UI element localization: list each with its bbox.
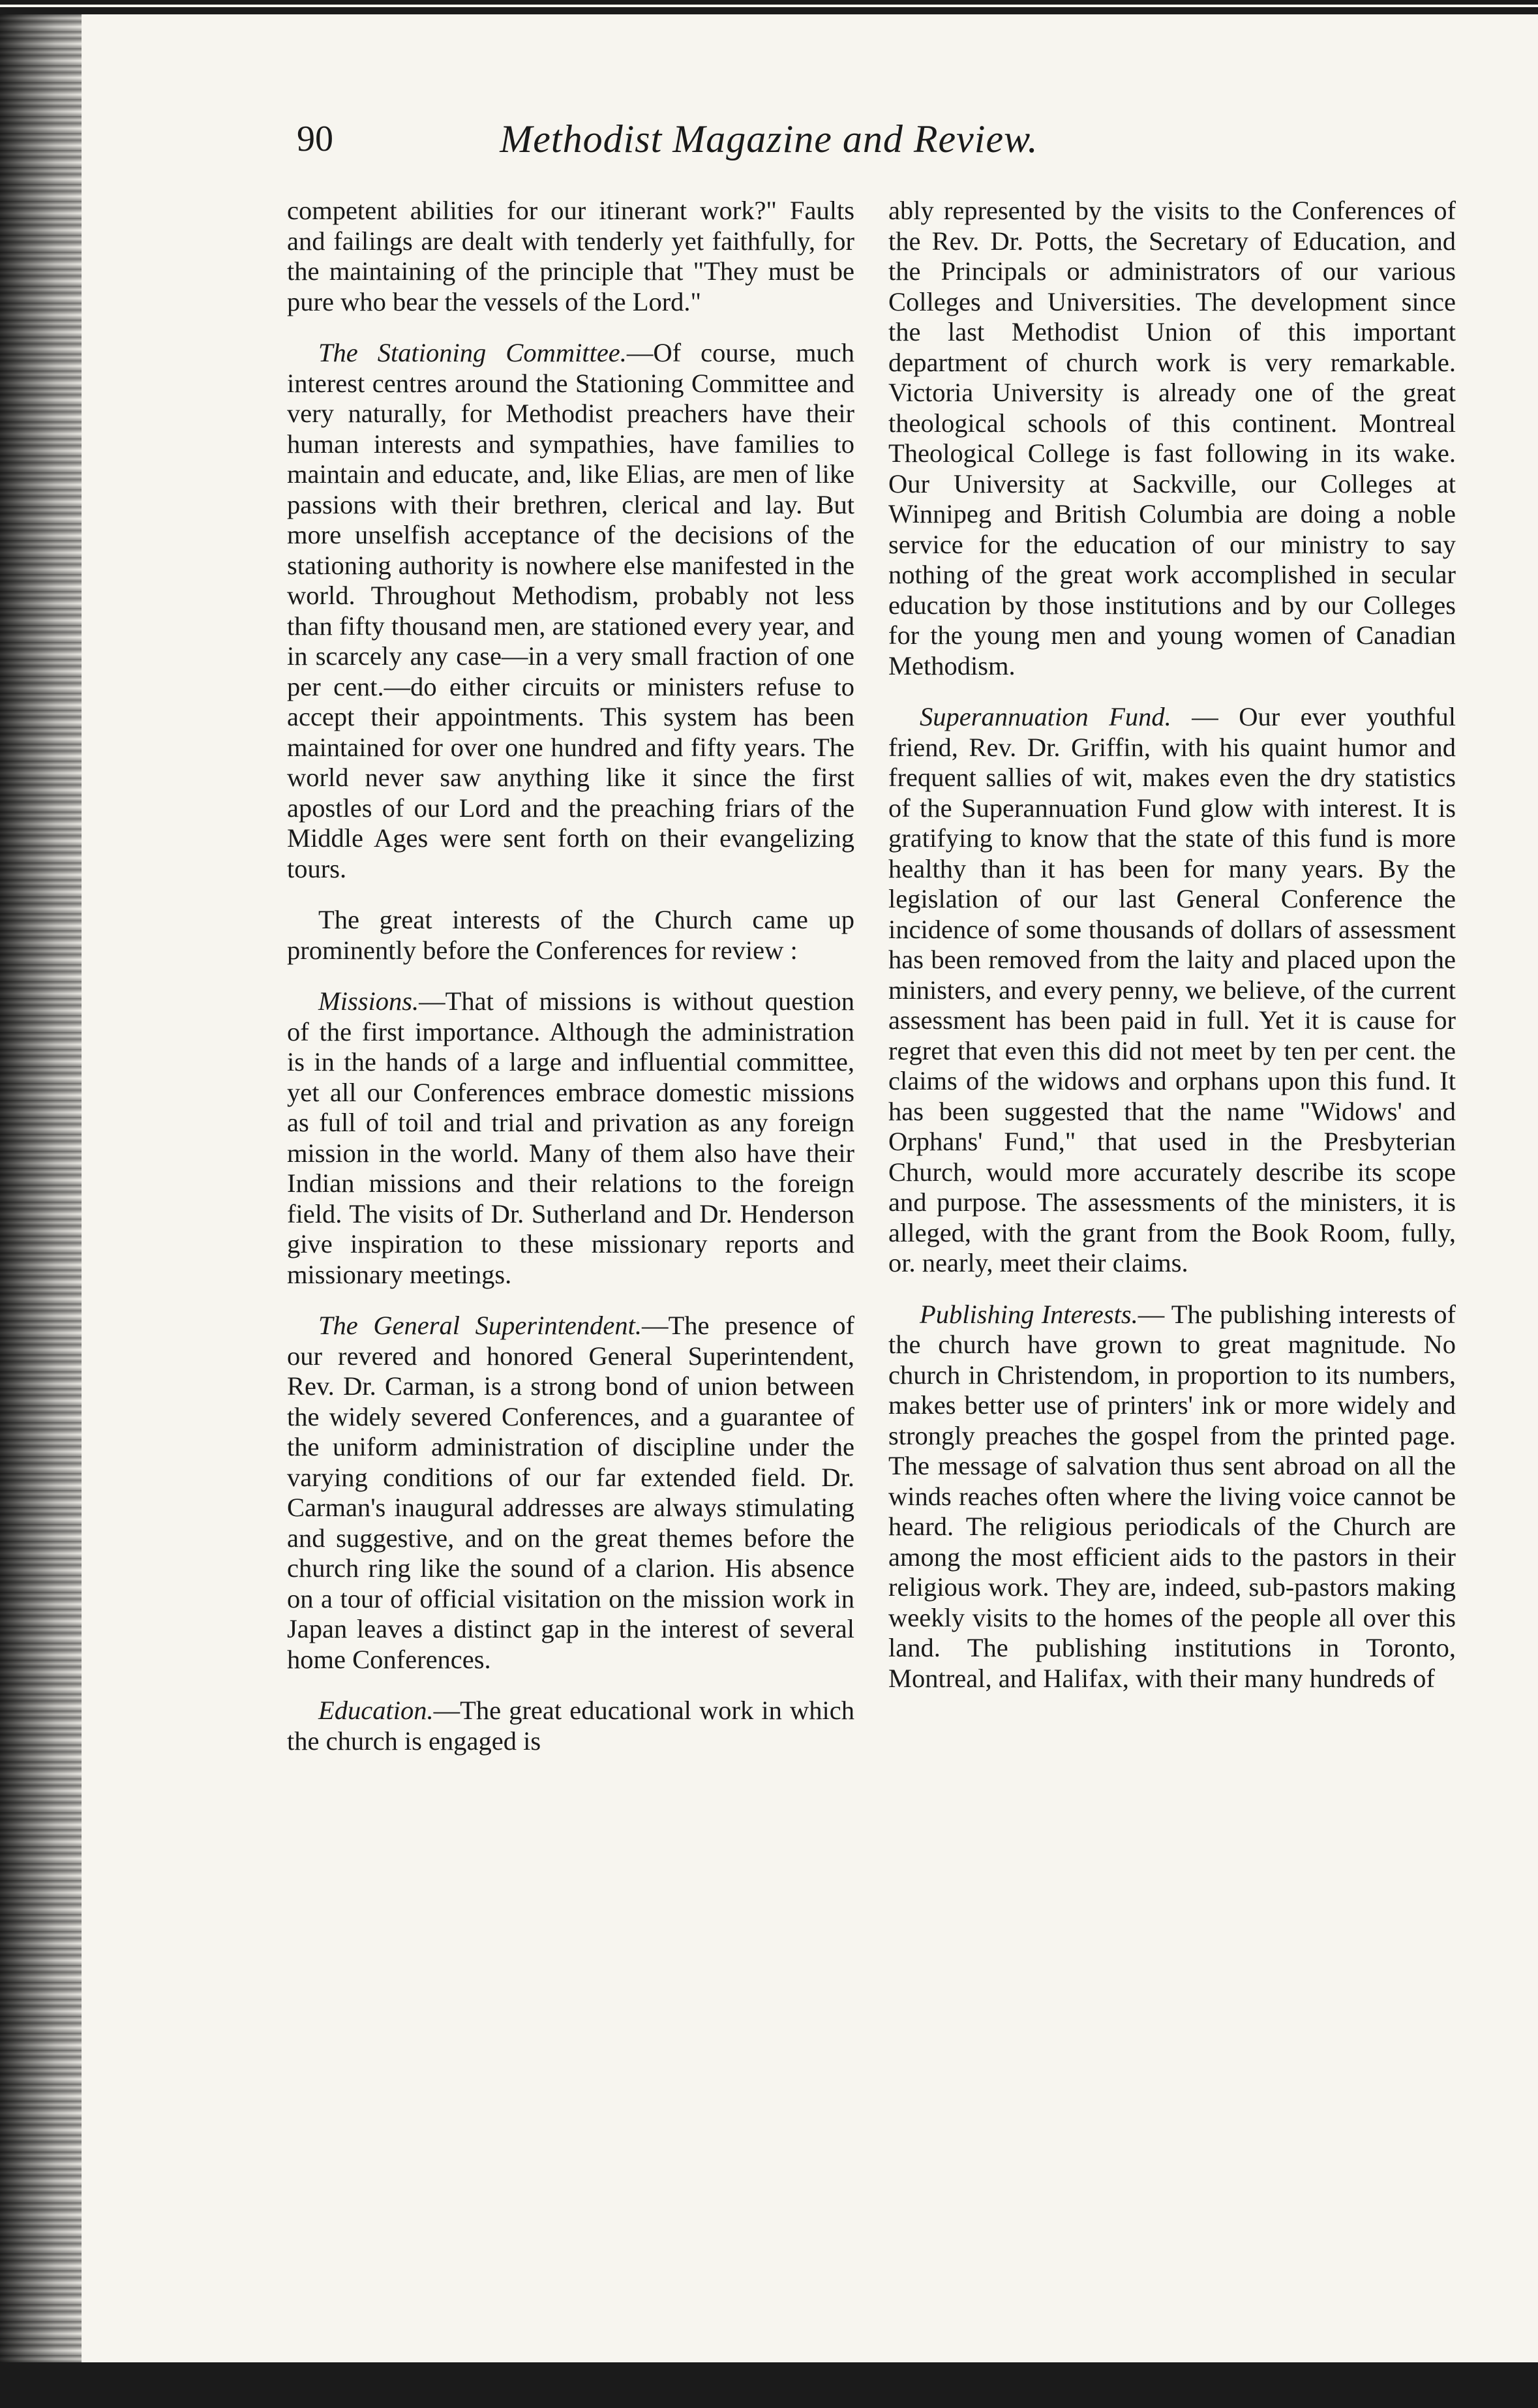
paragraph-text: — Our ever youthful friend, Rev. Dr. Griffin, with his quaint humor and frequent sallies of wit, makes even the dry statistics of the Superannuation Fund glow with interest. It is gratifying to know that the state of this fund is more healthy than it has been for many years. By the legislation of our last General Conference the incidence of some thousands of dollars of assessment has been removed from the laity and placed upon the ministers, and every penny, we believe, of the current assessment has been paid in full. Yet it is cause for regret that even this did not meet by ten per cent. the claims of the widows and orphans upon this fund. It has been suggested that the name "Widows' and Orphans' Fund," that used in the Presbyterian Church, would more accurately describe its scope and purpose. The assessments of the ministers, it is alleged, with the grant from the Book Room, fully, or. nearly, meet their claims. (888, 702, 1456, 1277)
section-heading: Superannuation Fund. (920, 702, 1171, 731)
paragraph (888, 1300, 1456, 1694)
top-border-rule (0, 0, 1538, 14)
paragraph-text: ably represented by the visits to the Conferences of the Rev. Dr. Potts, the Secretary of Education, and the Principals or administrators of our various Colleges and Universities. The development since the last Methodist Union of this important department of church work is very remarkable. Victoria University is already one of the great theological schools of this continent. Montreal Theological College is fast following in its wake. Our University at Sackville, our Colleges at Winnipeg and British Columbia are doing a noble service for the education of our ministry to say nothing of the great work accomplished in secular education by those institutions and by our Colleges for the young men and young women of Canadian Methodism. (888, 196, 1456, 680)
section-heading: Publishing Interests. (920, 1299, 1138, 1329)
section-heading: Missions. (318, 986, 419, 1016)
running-title: Methodist Magazine and Review. (500, 117, 1038, 160)
paragraph-text: —The great educational work in which the church is engaged is (287, 1696, 854, 1756)
top-border-gap (0, 5, 1538, 7)
paragraph (287, 986, 854, 1290)
section-heading: The Stationing Committee. (318, 338, 627, 367)
paragraph (888, 196, 1456, 681)
page-header (0, 111, 1538, 170)
right-column (888, 196, 1456, 1715)
section-heading: Education. (318, 1696, 434, 1725)
paragraph-text: —That of missions is without question of the first importance. Although the administration is in the hands of a large and influential committee, yet all our Conferences embrace domestic missions as full of toil and trial and privation as any foreign mission in the world. Many of them also have their Indian missions and their relations to the foreign field. The visits of Dr. Sutherland and Dr. Henderson give inspiration to these missionary reports and missionary meetings. (287, 986, 854, 1289)
binding-gutter-shadow (0, 14, 82, 2362)
paragraph (287, 1696, 854, 1756)
paragraph (287, 905, 854, 966)
paragraph (287, 196, 854, 317)
bottom-border-rule (0, 2362, 1538, 2408)
paragraph-text: —The presence of our revered and honored General Superintendent, Rev. Dr. Carman, is a strong bond of union between the widely severed Conferences, and a guarantee of the uniform administration of discipline under the varying conditions of our far extended field. Dr. Carman's inaugural addresses are always stimulating and suggestive, and on the great themes before the church ring like the sound of a clarion. His absence on a tour of official visitation on the mission work in Japan leaves a distinct gap in the interest of several home Conferences. (287, 1311, 854, 1674)
paragraph (287, 1311, 854, 1675)
paragraph-text: —Of course, much interest centres around the Stationing Committee and very naturally, for Methodist preachers have their human interests and sympathies, have families to maintain and educate, and, like Elias, are men of like passions with their brethren, clerical and lay. But more unselfish acceptance of the decisions of the stationing authority is nowhere else manifested in the world. Throughout Methodism, probably not less than fifty thousand men, are stationed every year, and in scarcely any case—in a very small fraction of one per cent.—do either circuits or ministers refuse to accept their appointments. This system has been maintained for over one hundred and fifty years. The world never saw anything like it since the first apostles of our Lord and the preaching friars of the Middle Ages were sent forth on their evangelizing tours. (287, 338, 854, 883)
paragraph-text: — The publishing interests of the church have grown to great magnitude. No church in Christendom, in proportion to its numbers, makes better use of printers' ink or more widely and strongly preaches the gospel from the printed page. The message of salvation thus sent abroad on all the winds reaches often where the living voice cannot be heard. The religious periodicals of the Church are among the most efficient aids to the pastors in their religious work. They are, indeed, sub-pastors making weekly visits to the homes of the people all over this land. The publishing institutions in Toronto, Montreal, and Halifax, with their many hundreds of (888, 1299, 1456, 1693)
paragraph-text: competent abilities for our itinerant work?" Faults and failings are dealt with tenderly yet faithfully, for the maintaining of the principle that "They must be pure who bear the vessels of the Lord." (287, 196, 854, 316)
paragraph-text: The great interests of the Church came up prominently before the Conferences for review : (287, 905, 854, 965)
left-column (287, 196, 854, 1777)
paragraph (888, 702, 1456, 1279)
section-heading: The General Superintendent. (318, 1311, 642, 1340)
page-number: 90 (297, 119, 333, 159)
paragraph (287, 338, 854, 884)
